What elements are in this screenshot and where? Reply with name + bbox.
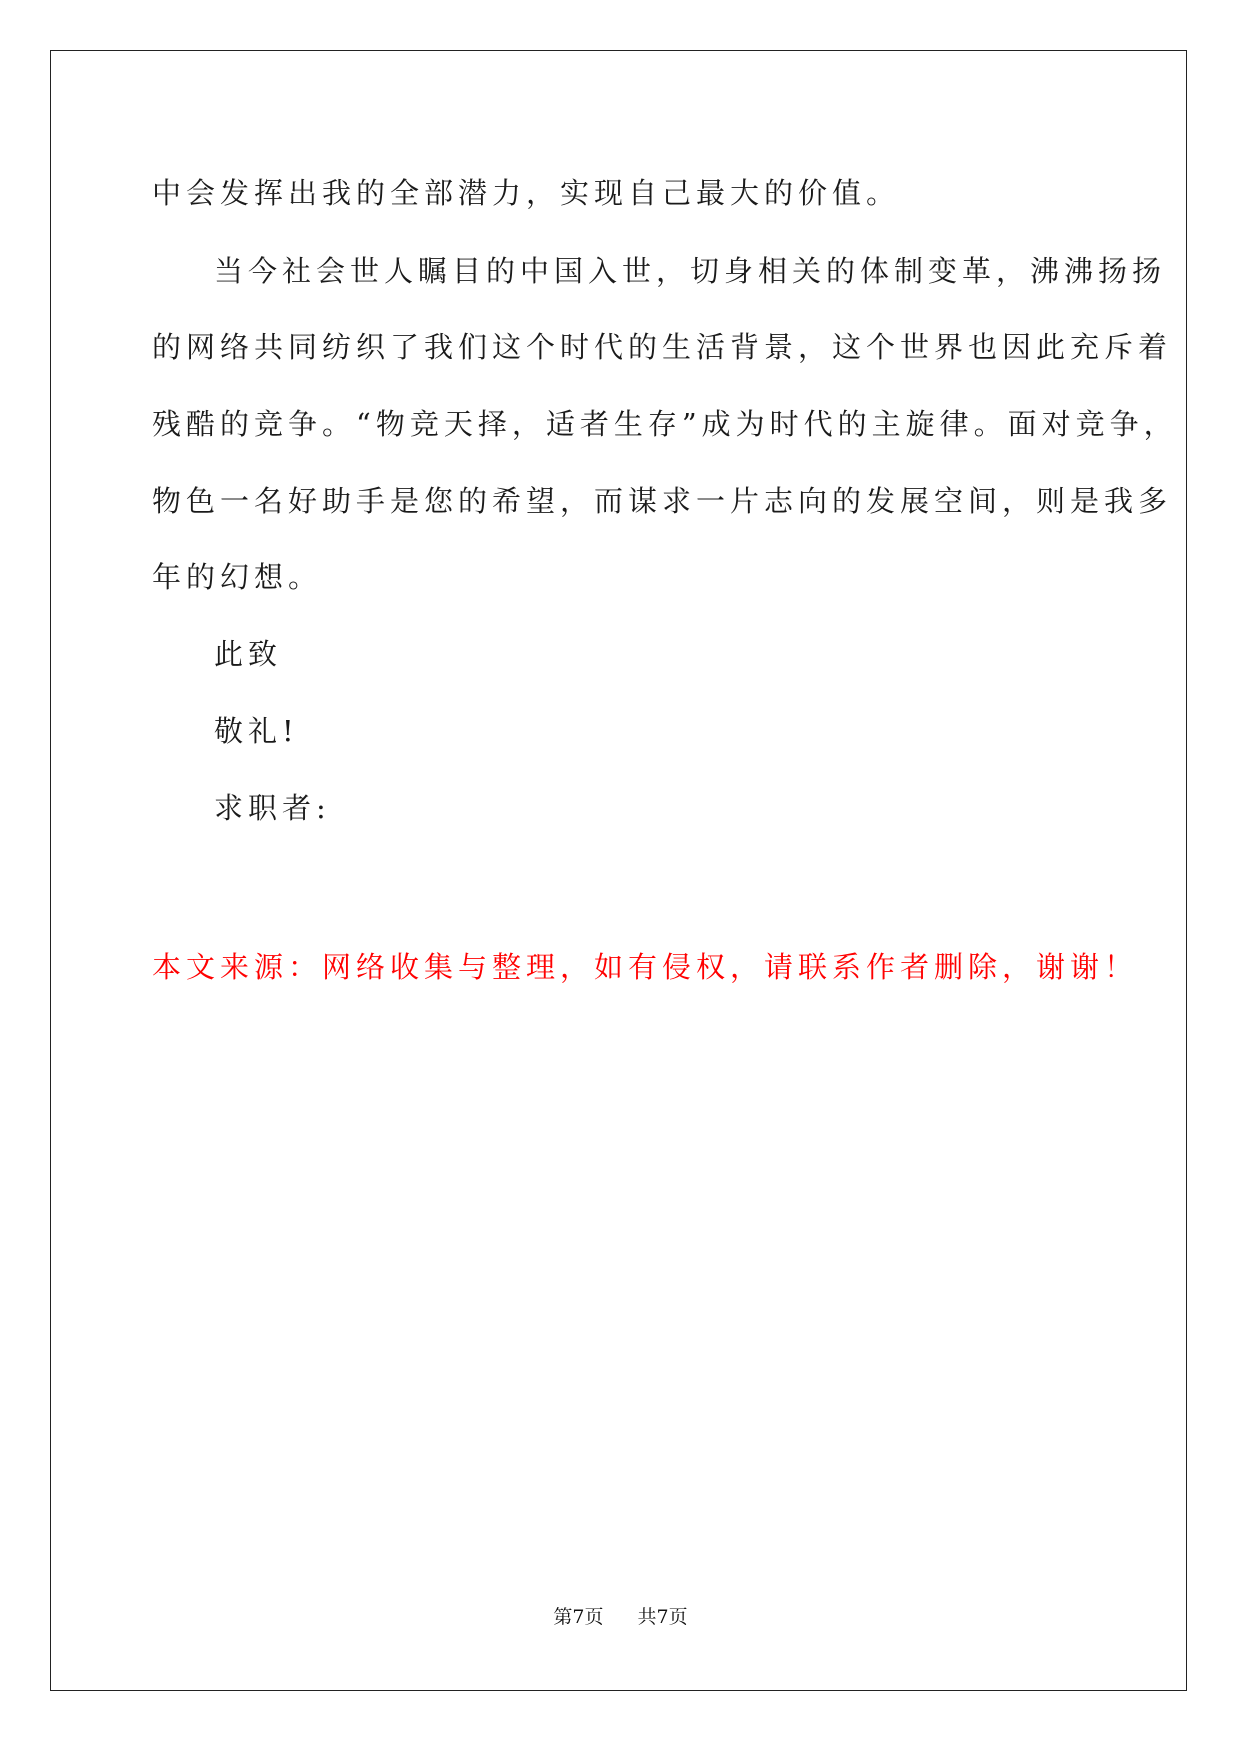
source-notice: 本文来源：网络收集与整理，如有侵权，请联系作者删除，谢谢！ <box>152 950 1139 984</box>
closing-salutation: 此致 <box>214 637 283 671</box>
page-total: 共7页 <box>637 1606 688 1628</box>
page-footer <box>0 1602 1241 1629</box>
closing-regards: 敬礼! <box>214 714 299 748</box>
paragraph-line-6: 年的幻想。 <box>152 560 323 594</box>
paragraph-line-3: 的网络共同纺织了我们这个时代的生活背景，这个世界也因此充斥着 <box>152 330 1173 364</box>
page-number: 第7页 <box>553 1606 604 1628</box>
paragraph-line-5: 物色一名好助手是您的希望，而谋求一片志向的发展空间，则是我多 <box>152 484 1173 518</box>
paragraph-line-2: 当今社会世人瞩目的中国入世，切身相关的体制变革，沸沸扬扬 <box>214 254 1167 288</box>
page-border <box>50 50 1187 1691</box>
paragraph-line-1: 中会发挥出我的全部潜力，实现自己最大的价值。 <box>152 176 901 210</box>
paragraph-line-4: 残酷的竞争。“物竞天择，适者生存”成为时代的主旋律。面对竞争， <box>152 407 1178 441</box>
signature-label: 求职者: <box>214 791 331 825</box>
